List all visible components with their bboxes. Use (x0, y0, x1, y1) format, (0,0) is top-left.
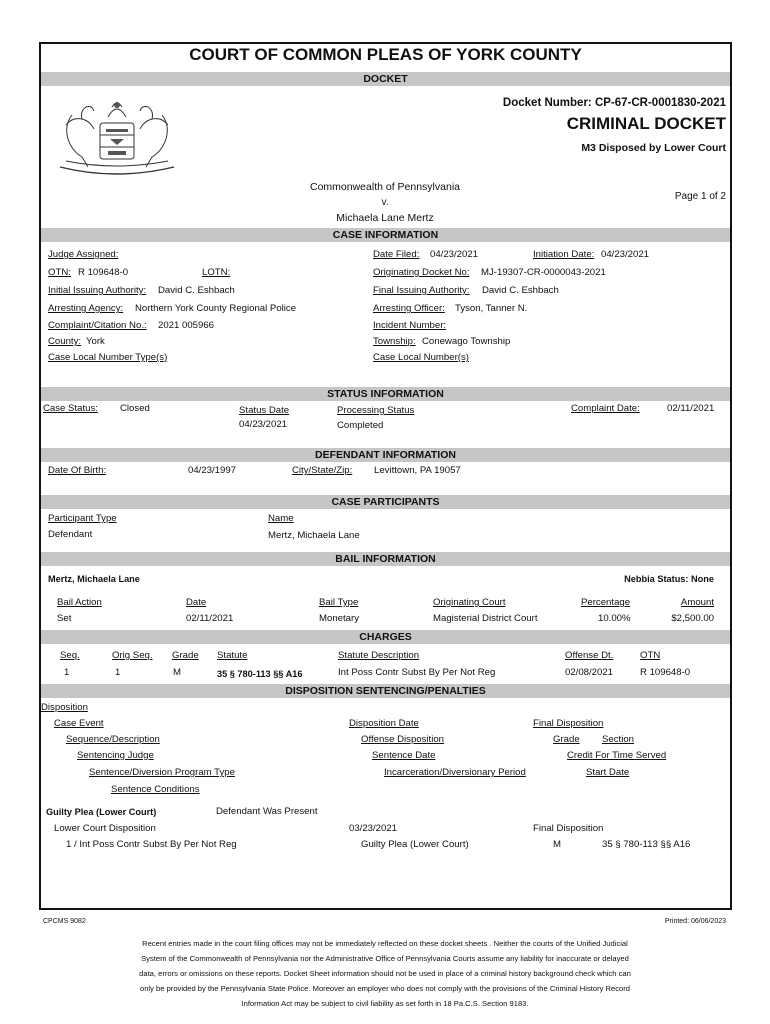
incident-number-label: Incident Number: (373, 320, 447, 331)
disclaimer-line: only be provided by the Pennsylvania State Police. Moreover an employer who does not comply with the provisions of the Criminal History Record (139, 984, 631, 993)
seq-value: 1 (64, 667, 70, 678)
seq-header: Seq. (60, 650, 80, 661)
statute-header: Statute (217, 650, 248, 661)
sentence-date-header: Sentence Date (372, 750, 436, 761)
processing-status-value: Completed (337, 420, 384, 431)
charge-otn-value: R 109648-0 (640, 667, 691, 678)
case-status-label: Case Status: (43, 403, 98, 414)
participant-type-value: Defendant (48, 529, 93, 540)
date-filed-value: 04/23/2021 (430, 249, 479, 260)
disposition-grade-header: Grade (553, 734, 580, 745)
pennsylvania-coat-of-arms-seal (52, 95, 182, 177)
initiation-date-value: 04/23/2021 (601, 249, 650, 260)
status-date-value: 04/23/2021 (239, 419, 288, 430)
form-number: CPCMS 9082 (43, 918, 86, 925)
disclaimer-line: data, errors or omissions on these reports. Docket Sheet information should not be used in place of a criminal history background check which can (139, 969, 631, 978)
charge-otn-header: OTN (640, 650, 661, 661)
sentence-program-type-header: Sentence/Diversion Program Type (89, 767, 235, 778)
bail-date-header: Date (186, 597, 207, 608)
percentage-header: Percentage (581, 597, 631, 608)
initial-issuing-authority-label: Initial Issuing Authority: (48, 285, 147, 296)
bail-action-value: Set (57, 613, 72, 624)
nebbia-status: Nebbia Status: None (624, 574, 714, 584)
disclaimer-note (80, 936, 690, 1011)
start-date-header: Start Date (586, 767, 630, 778)
final-issuing-authority-label: Final Issuing Authority: (373, 285, 470, 296)
arresting-agency-value: Northern York County Regional Police (135, 303, 297, 314)
case-participants-band: CASE PARTICIPANTS (41, 495, 730, 509)
statute-description-header: Statute Description (338, 650, 420, 661)
lower-court-disposition: Lower Court Disposition (54, 823, 156, 834)
otn-label: OTN: (48, 267, 71, 278)
charge-disposition-section: 35 § 780-113 §§ A16 (602, 839, 691, 850)
final-disposition-header: Final Disposition (533, 718, 604, 729)
charge-sequence-description: 1 / Int Poss Contr Subst By Per Not Reg (66, 839, 237, 850)
complaint-date-label: Complaint Date: (571, 403, 640, 414)
final-issuing-authority-value: David C. Eshbach (482, 285, 559, 296)
charge-offense-disposition: Guilty Plea (Lower Court) (361, 839, 469, 850)
orig-seq-header: Orig Seq. (112, 650, 153, 661)
case-status-value: Closed (120, 403, 150, 414)
disclaimer-line: Recent entries made in the court filing offices may not be immediately reflected on these docket sheets . Neither the courts of the Unified Judicial (142, 939, 628, 948)
amount-value: $2,500.00 (671, 613, 714, 624)
offense-date-header: Offense Dt. (565, 650, 614, 661)
bail-action-header: Bail Action (57, 597, 102, 608)
originating-docket-label: Originating Docket No: (373, 267, 470, 278)
date-filed-label: Date Filed: (373, 249, 420, 260)
bail-information-band: BAIL INFORMATION (41, 552, 730, 566)
bail-defendant-name: Mertz, Michaela Lane (48, 574, 140, 584)
court-title: COURT OF COMMON PLEAS OF YORK COUNTY (189, 45, 582, 64)
date-of-birth-value: 04/23/1997 (188, 465, 237, 476)
sequence-description-header: Sequence/Description (66, 734, 160, 745)
disposition-event: Guilty Plea (Lower Court) (46, 807, 157, 817)
grade-value: M (173, 667, 181, 678)
amount-header: Amount (680, 597, 714, 608)
case-status-heading: M3 Disposed by Lower Court (581, 142, 726, 154)
county-label: County: (48, 336, 82, 347)
originating-court-value: Magisterial District Court (433, 613, 538, 624)
complaint-date-value: 02/11/2021 (667, 403, 715, 414)
participant-name-label: Name (268, 513, 294, 524)
status-information-band: STATUS INFORMATION (41, 387, 730, 401)
initial-issuing-authority-value: David C. Eshbach (158, 285, 235, 296)
lotn-label: LOTN: (202, 267, 231, 278)
caption-defendant: Michaela Lane Mertz (336, 212, 434, 224)
sentence-conditions-header: Sentence Conditions (111, 784, 200, 795)
lower-court-disposition-date: 03/23/2021 (349, 823, 398, 834)
arresting-officer-value: Tyson, Tanner N. (455, 303, 528, 314)
defendant-information-band: DEFENDANT INFORMATION (41, 448, 730, 462)
case-local-number-type-label: Case Local Number Type(s) (48, 352, 168, 363)
page-indicator: Page 1 of 2 (674, 191, 726, 202)
offense-disposition-header: Offense Disposition (361, 734, 445, 745)
sentencing-judge-header: Sentencing Judge (77, 750, 154, 761)
disposition-header: Disposition (41, 702, 88, 713)
county-value: York (86, 336, 105, 347)
case-event-header: Case Event (54, 718, 104, 729)
disposition-date-header: Disposition Date (349, 718, 419, 729)
percentage-value: 10.00% (598, 613, 631, 624)
grade-header: Grade (172, 650, 199, 661)
charges-band: CHARGES (41, 630, 730, 644)
participant-name-value: Mertz, Michaela Lane (268, 530, 360, 541)
bail-type-value: Monetary (319, 613, 359, 624)
city-state-zip-value: Levittown, PA 19057 (374, 465, 461, 476)
disposition-band: DISPOSITION SENTENCING/PENALTIES (41, 684, 730, 698)
participant-type-label: Participant Type (48, 513, 117, 524)
docket-band: DOCKET (41, 72, 730, 86)
originating-court-header: Originating Court (433, 597, 506, 608)
disposition-event-note: Defendant Was Present (216, 806, 318, 817)
initiation-date-label: Initiation Date: (533, 249, 595, 260)
bail-type-header: Bail Type (319, 597, 359, 608)
city-state-zip-label: City/State/Zip: (292, 465, 353, 476)
incarceration-period-header: Incarceration/Diversionary Period (384, 767, 526, 778)
caption-versus: v. (381, 197, 389, 208)
date-of-birth-label: Date Of Birth: (48, 465, 107, 476)
statute-value: 35 § 780-113 §§ A16 (217, 669, 303, 679)
judge-assigned-label: Judge Assigned: (48, 249, 119, 260)
township-value: Conewago Township (422, 336, 511, 347)
credit-time-served-header: Credit For Time Served (567, 750, 667, 761)
status-date-label: Status Date (239, 405, 290, 416)
originating-docket-value: MJ-19307-CR-0000043-2021 (481, 267, 606, 278)
arresting-agency-label: Arresting Agency: (48, 303, 124, 314)
bail-date-value: 02/11/2021 (186, 613, 234, 624)
caption-commonwealth: Commonwealth of Pennsylvania (310, 181, 460, 193)
docket-number: Docket Number: CP-67-CR-0001830-2021 (502, 97, 726, 109)
processing-status-label: Processing Status (337, 405, 415, 416)
charge-disposition-grade: M (553, 839, 561, 850)
township-label: Township: (373, 336, 416, 347)
case-information-band: CASE INFORMATION (41, 228, 730, 242)
disposition-section-header: Section (602, 734, 634, 745)
disclaimer-line: System of the Commonwealth of Pennsylvania nor the Administrative Office of Pennsylvania Courts assume any liability for inaccurate or delayed (141, 954, 629, 963)
complaint-citation-value: 2021 005966 (158, 320, 215, 331)
otn-value: R 109648-0 (78, 267, 129, 278)
docket-type: CRIMINAL DOCKET (566, 114, 726, 133)
lower-court-final-disposition: Final Disposition (533, 823, 604, 834)
case-local-numbers-label: Case Local Number(s) (373, 352, 469, 363)
complaint-citation-label: Complaint/Citation No.: (48, 320, 147, 331)
orig-seq-value: 1 (115, 667, 121, 678)
arresting-officer-label: Arresting Officer: (373, 303, 445, 314)
statute-description-value: Int Poss Contr Subst By Per Not Reg (338, 667, 496, 678)
disclaimer-line: Information Act may be subject to civil liability as set forth in 18 Pa.C.S. Section 9183. (241, 999, 529, 1008)
printed-date: Printed: 06/06/2023 (664, 918, 726, 925)
offense-date-value: 02/08/2021 (565, 667, 614, 678)
